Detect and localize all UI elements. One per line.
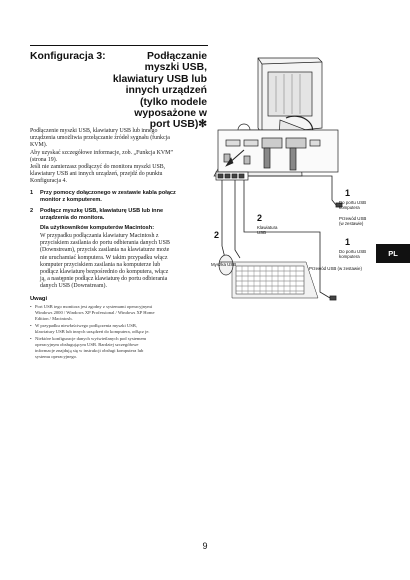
label-1-text: komputera <box>339 205 360 210</box>
intro-line: Podłączenie myszki USB, klawiatury USB lub innego <box>30 128 158 134</box>
intro-line: klawiatury USB ani innych urządzeń, przejdź do punktu <box>30 171 163 178</box>
keyboard-label: USB <box>257 230 267 235</box>
mac-line: ją, a następnie podłącz klawiaturę do portu odbierania <box>40 276 168 283</box>
note-line: systemu operacyjnego. <box>35 354 78 359</box>
notes-heading: Uwagi <box>30 296 48 302</box>
language-tab: PL <box>376 244 410 263</box>
title-line: port USB)✻ <box>149 119 207 131</box>
note-line: Edition / Macintosh. <box>35 316 73 321</box>
bullet: • <box>30 323 32 328</box>
bullet: • <box>30 336 32 341</box>
mac-line: podłącz klawiaturę bezpośrednio do komputera, włącz <box>40 269 169 276</box>
page-number: 9 <box>202 541 208 551</box>
note-line: klawiatury USB lub innych urządzeń do komputera, odłącz je. <box>35 329 150 334</box>
intro-line: Aby uzyskać szczegółowe informacje, zob. „Funkcja KVM” <box>30 149 173 156</box>
mac-line: przyciskiem zasilania do portu odbierania danych USB <box>40 240 170 247</box>
title-line: (tylko modele <box>140 96 207 108</box>
intro-line: Jeśli nie zamierzasz podłączyć do monitora myszki USB, <box>30 164 166 171</box>
bullet: • <box>30 304 32 309</box>
cable-2-label: Przewód USB (w zestawie) <box>309 266 362 271</box>
label-1b-number: 1 <box>345 237 351 247</box>
keyboard-illustration <box>232 262 318 298</box>
label-1b-text: komputera <box>339 254 360 259</box>
note-line: W przypadku niewłaściwego podłączenia myszki USB, <box>35 323 137 328</box>
label-2-number: 2 <box>257 213 263 223</box>
label-2b-number: 2 <box>214 230 220 240</box>
mac-line: nie uruchamiać komputera. W takim przypadku włącz <box>40 254 168 261</box>
title-line: myszki USB, <box>144 62 207 74</box>
step-text: Podłącz myszkę USB, klawiaturę USB lub inne <box>40 208 164 214</box>
cable-1-label: Przewód USB <box>339 216 367 221</box>
label-1-text: Do portu USB <box>339 200 367 205</box>
note-line: Windows 2000 / Windows XP Professional / Windows XP Home <box>35 310 155 315</box>
mac-line: W przypadku podłączania klawiatury Macintosh z <box>40 233 159 239</box>
mac-heading: Dla użytkowników komputerów Macintosh: <box>40 225 155 231</box>
mouse-label: Myszka USB <box>211 262 237 267</box>
mac-line: (Downstream), przycisk zasilania na klawiaturze może <box>40 247 170 254</box>
intro-line: (strona 19). <box>30 156 58 163</box>
title-line: klawiatury USB lub <box>112 73 207 85</box>
title-line: innych urządzeń <box>125 85 207 97</box>
cable-1-label: (w zestawie) <box>339 221 364 226</box>
step-text: Przy pomocy dołączonego w zestawie kabla połącz <box>40 190 176 196</box>
title-line: Podłączanie <box>146 51 207 62</box>
title-lead: Konfiguracja 3: <box>30 51 106 62</box>
intro-line: urządzenia umożliwia przełączanie źródeł sygnału (funkcja <box>30 135 170 142</box>
step-text: urządzenia do monitora. <box>40 215 105 221</box>
intro-line: Konfiguracja 4. <box>30 178 67 185</box>
intro-line: KVM). <box>30 142 48 149</box>
note-line: Niektóre konfiguracje danych wyświetlanych pod systemem <box>35 336 147 341</box>
step-text: monitor z komputerem. <box>40 197 102 203</box>
step-number: 1 <box>30 190 34 196</box>
mac-line: komputer przyciskiem zasilania na komputerze lub <box>40 261 161 268</box>
note-line: informacje znajdują się w instrukcji obsługi komputera lub <box>35 348 144 353</box>
mac-line: danych USB (Downstream). <box>40 283 107 290</box>
keyboard-label: Klawiatura <box>257 225 278 230</box>
label-1b-text: Do portu USB <box>339 249 367 254</box>
note-line: operacyjnym obsługującym USB. Bardziej szczegółowe <box>35 342 139 347</box>
step-number: 2 <box>30 208 34 214</box>
title-line: wyposażone w <box>134 108 207 120</box>
monitor-illustration <box>214 58 338 180</box>
note-line: Port USB tego monitora jest zgodny z systemami operacyjnymi <box>35 304 153 309</box>
label-1-number: 1 <box>345 188 351 198</box>
